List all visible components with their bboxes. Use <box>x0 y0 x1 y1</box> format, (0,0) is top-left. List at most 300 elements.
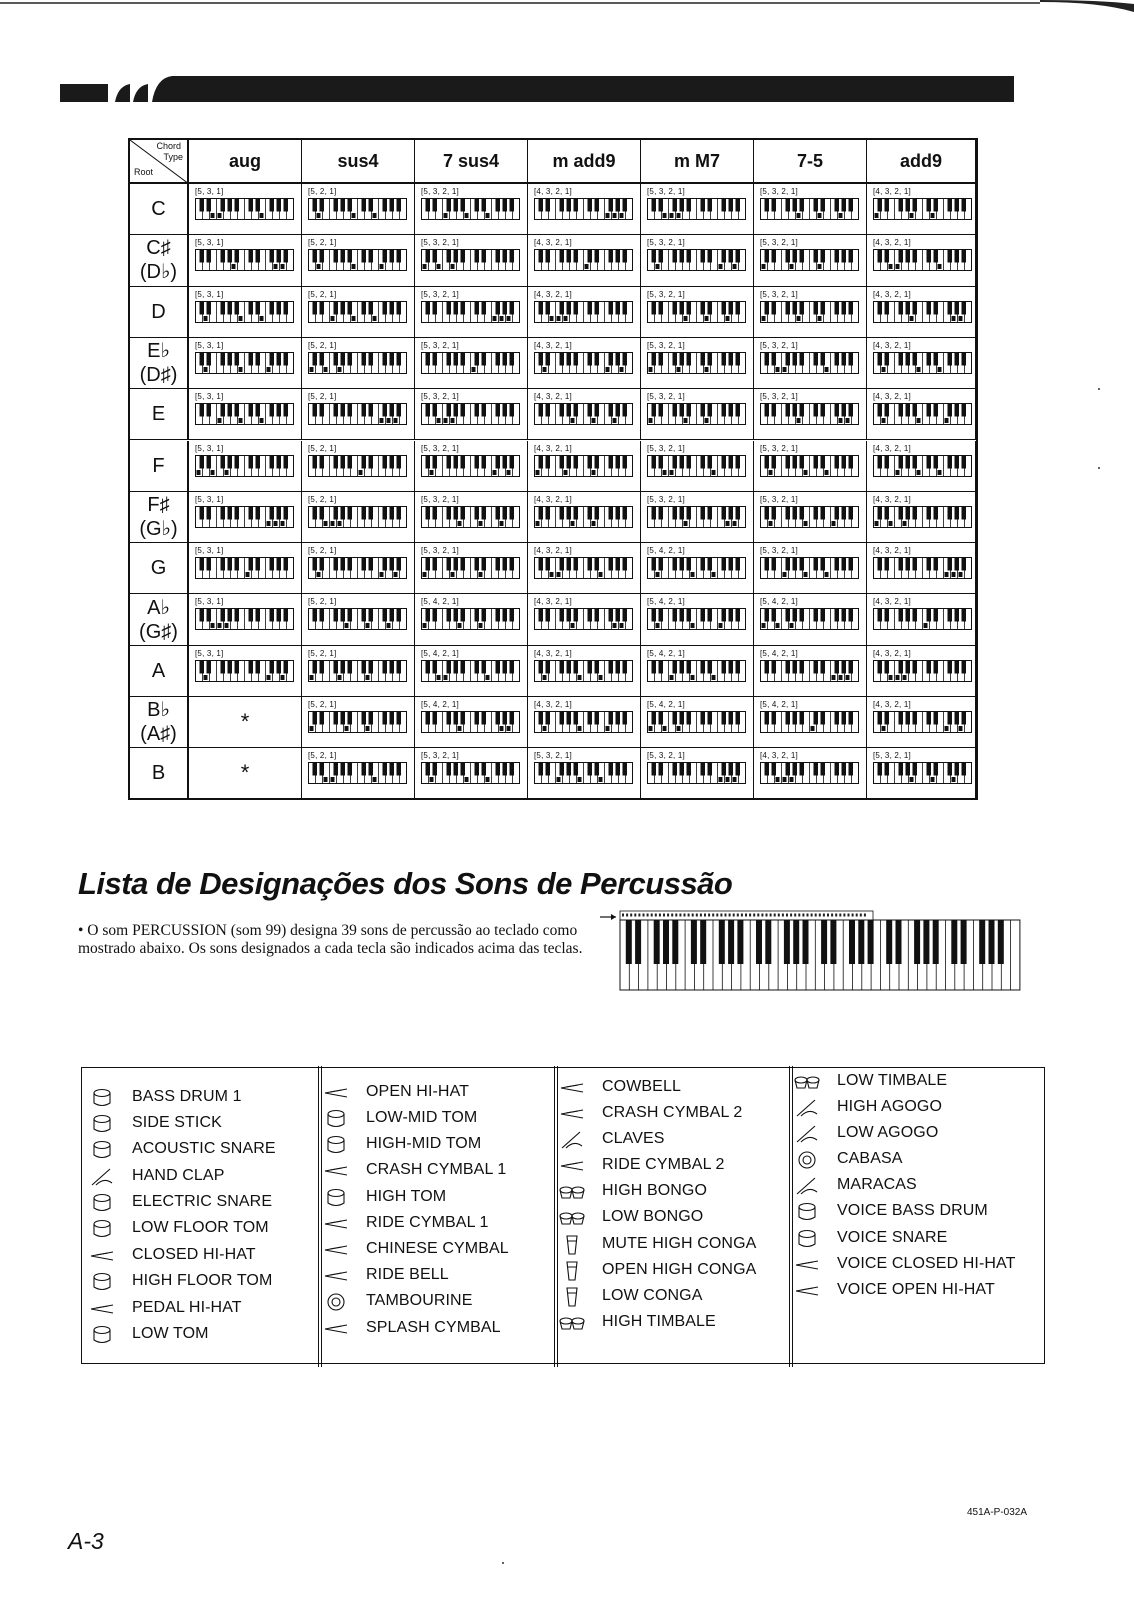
chord-keyboard-diagram <box>195 198 294 225</box>
chord-keyboard-diagram <box>647 660 746 687</box>
percussion-label: CRASH CYMBAL 2 <box>602 1104 743 1121</box>
chord-cell <box>754 748 867 799</box>
fingering-label: [5, 3, 2, 1] <box>647 238 685 248</box>
chord-cell <box>302 697 415 748</box>
percussion-item <box>88 1084 328 1110</box>
chord-keyboard-diagram <box>195 249 294 276</box>
root-note-cell <box>130 594 189 645</box>
chord-keyboard-diagram <box>760 455 859 482</box>
root-note-cell <box>130 748 189 799</box>
chord-cell <box>867 287 976 338</box>
chord-cell <box>867 543 976 594</box>
fingering-label: [5, 3, 2, 1] <box>421 187 459 196</box>
percussion-column <box>793 1068 1019 1363</box>
cowbell-icon <box>558 1076 586 1100</box>
chord-cell <box>302 338 415 389</box>
chord-keyboard-diagram <box>760 198 859 225</box>
chord-keyboard-diagram <box>873 660 972 687</box>
chord-keyboard-diagram <box>421 762 520 789</box>
chord-keyboard-diagram <box>647 455 746 482</box>
chord-cell <box>415 287 528 338</box>
high-timbale-icon <box>558 1311 586 1335</box>
chord-keyboard-diagram <box>421 403 520 430</box>
percussion-label: LOW-MID TOM <box>366 1109 478 1126</box>
fingering-label: [5, 3, 2, 1] <box>421 238 459 248</box>
corner-root-label: Root <box>134 167 154 177</box>
root-note-enharmonic-label: (G♯) <box>139 620 178 643</box>
chord-cell <box>415 697 528 748</box>
chord-keyboard-diagram <box>873 455 972 482</box>
fingering-label: [5, 2, 1] <box>308 700 337 709</box>
chord-cell <box>754 697 867 748</box>
fingering-label: [5, 3, 1] <box>195 392 224 402</box>
fingering-label: [5, 2, 1] <box>308 187 337 196</box>
fingering-label: [5, 3, 2, 1] <box>534 751 572 761</box>
chord-keyboard-diagram <box>421 608 520 635</box>
percussion-item <box>88 1295 328 1321</box>
root-note-cell <box>130 441 189 492</box>
percussion-item <box>88 1163 328 1189</box>
chord-keyboard-diagram <box>195 506 294 533</box>
root-note-enharmonic-label: (D♭) <box>139 261 178 284</box>
high-mid-tom-icon <box>322 1133 350 1157</box>
percussion-item <box>558 1074 798 1100</box>
chord-cell <box>754 441 867 492</box>
voice-snare-icon <box>793 1227 821 1251</box>
percussion-item <box>322 1131 562 1157</box>
chord-cell <box>754 184 867 235</box>
chord-cell <box>189 594 302 645</box>
fingering-label: [5, 3, 2, 1] <box>647 494 685 504</box>
percussion-label: LOW TIMBALE <box>837 1072 948 1089</box>
chord-keyboard-diagram <box>308 455 407 482</box>
fingering-label: [5, 4, 2, 1] <box>760 648 798 658</box>
fingering-label: [5, 3, 1] <box>195 340 224 350</box>
chord-cell <box>302 441 415 492</box>
chord-cell <box>415 389 528 440</box>
chord-cell <box>754 338 867 389</box>
chord-cell <box>641 646 754 697</box>
chord-keyboard-diagram <box>534 403 633 430</box>
chord-cell <box>302 594 415 645</box>
percussion-item <box>558 1309 798 1335</box>
fingering-label: [4, 3, 2, 1] <box>760 751 798 761</box>
chord-keyboard-diagram <box>647 506 746 533</box>
chord-cell <box>415 646 528 697</box>
percussion-label: LOW AGOGO <box>837 1124 939 1141</box>
fingering-label: [5, 3, 1] <box>195 289 224 299</box>
chord-cell <box>302 646 415 697</box>
percussion-item <box>88 1215 328 1241</box>
chord-keyboard-diagram <box>421 352 520 379</box>
fingering-label: [5, 4, 2, 1] <box>421 700 459 709</box>
percussion-item <box>322 1105 562 1131</box>
fingering-label: [5, 3, 2, 1] <box>421 494 459 504</box>
chord-cell <box>754 543 867 594</box>
chord-keyboard-diagram <box>308 301 407 328</box>
high-bongo-icon <box>558 1180 586 1204</box>
chord-keyboard-diagram <box>760 660 859 687</box>
chord-keyboard-diagram <box>760 762 859 789</box>
percussion-item <box>793 1225 1033 1251</box>
chord-cell <box>641 543 754 594</box>
ride-bell-icon <box>322 1264 350 1288</box>
fingering-label: [5, 3, 2, 1] <box>421 751 459 761</box>
ride-cymbal-1-icon <box>322 1212 350 1236</box>
chord-cell <box>641 748 754 799</box>
splash-cymbal-icon <box>322 1317 350 1341</box>
chord-type-header: 7 sus4 <box>415 140 528 184</box>
root-note-label: A <box>151 659 166 682</box>
chord-keyboard-diagram <box>647 198 746 225</box>
chord-cell <box>302 543 415 594</box>
fingering-label: [5, 2, 1] <box>308 340 337 350</box>
fingering-label: [5, 3, 2, 1] <box>421 443 459 453</box>
fingering-label: [5, 2, 1] <box>308 494 337 504</box>
chord-keyboard-diagram <box>195 403 294 430</box>
percussion-label: BASS DRUM 1 <box>132 1088 242 1105</box>
open-high-conga-icon <box>558 1259 586 1283</box>
section-title: Lista de Designações dos Sons de Percussão <box>78 866 733 901</box>
percussion-item <box>793 1198 1033 1224</box>
chord-keyboard-diagram <box>195 557 294 584</box>
chord-cell <box>867 492 976 543</box>
chord-cell <box>415 492 528 543</box>
crash-cymbal-2-icon <box>558 1102 586 1126</box>
percussion-label: CLAVES <box>602 1130 665 1147</box>
percussion-item <box>558 1178 798 1204</box>
chord-keyboard-diagram <box>195 301 294 328</box>
root-note-label: D <box>151 300 166 323</box>
fingering-label: [5, 3, 2, 1] <box>647 443 685 453</box>
percussion-item <box>793 1277 1033 1303</box>
chord-cell <box>867 646 976 697</box>
chord-cell <box>528 594 641 645</box>
chord-cell <box>189 748 302 799</box>
chord-cell <box>415 441 528 492</box>
chord-keyboard-diagram <box>534 711 633 738</box>
root-note-label: A♭ <box>147 596 170 619</box>
maracas-icon <box>793 1174 821 1198</box>
fingering-label: [5, 4, 2, 1] <box>647 546 685 556</box>
fingering-label: [5, 3, 2, 1] <box>760 340 798 350</box>
chord-cell <box>415 543 528 594</box>
chord-keyboard-diagram <box>873 711 972 738</box>
fingering-label: [5, 4, 2, 1] <box>421 648 459 658</box>
chord-keyboard-diagram <box>760 249 859 276</box>
chord-cell <box>641 338 754 389</box>
chord-cell <box>528 492 641 543</box>
fingering-label: [5, 3, 1] <box>195 546 224 556</box>
chord-keyboard-diagram <box>534 455 633 482</box>
not-available-mark: * <box>240 760 250 786</box>
fingering-label: [4, 3, 2, 1] <box>873 238 911 248</box>
percussion-column <box>558 1068 784 1363</box>
chord-cell <box>302 389 415 440</box>
low-tom-icon <box>88 1323 116 1347</box>
chord-keyboard-diagram <box>308 198 407 225</box>
crash-cymbal-1-icon <box>322 1159 350 1183</box>
root-note-enharmonic-label: (D♯) <box>139 364 178 387</box>
chord-cell <box>528 697 641 748</box>
percussion-label: HIGH-MID TOM <box>366 1135 482 1152</box>
percussion-label: COWBELL <box>602 1078 681 1095</box>
chord-keyboard-diagram <box>308 352 407 379</box>
fingering-label: [4, 3, 2, 1] <box>534 289 572 299</box>
root-note-cell <box>130 184 189 235</box>
chord-keyboard-diagram <box>647 711 746 738</box>
root-note-cell <box>130 543 189 594</box>
percussion-label: CABASA <box>837 1150 903 1167</box>
chord-cell <box>641 389 754 440</box>
root-note-cell <box>130 697 189 748</box>
high-tom-icon <box>322 1186 350 1210</box>
percussion-label: HIGH TOM <box>366 1188 447 1205</box>
chord-type-header: 7-5 <box>754 140 867 184</box>
chord-cell <box>754 389 867 440</box>
corner-type-label: Type <box>163 152 183 162</box>
percussion-item <box>558 1152 798 1178</box>
chord-keyboard-diagram <box>873 198 972 225</box>
chord-keyboard-diagram <box>760 711 859 738</box>
percussion-label: MUTE HIGH CONGA <box>602 1235 757 1252</box>
chord-keyboard-diagram <box>647 403 746 430</box>
chord-cell <box>867 389 976 440</box>
chord-keyboard-diagram <box>308 660 407 687</box>
percussion-label: VOICE CLOSED HI-HAT <box>837 1255 1016 1272</box>
fingering-label: [5, 2, 1] <box>308 238 337 248</box>
chord-keyboard-diagram <box>873 403 972 430</box>
fingering-label: [5, 4, 2, 1] <box>760 597 798 607</box>
chord-type-header: aug <box>189 140 302 184</box>
fingering-label: [5, 3, 2, 1] <box>421 392 459 402</box>
fingering-label: [4, 3, 2, 1] <box>534 340 572 350</box>
fingering-label: [5, 3, 2, 1] <box>647 751 685 761</box>
percussion-list <box>81 1067 1045 1364</box>
chord-table <box>128 138 978 800</box>
chord-keyboard-diagram <box>421 711 520 738</box>
fingering-label: [4, 3, 2, 1] <box>534 700 572 709</box>
chord-keyboard-diagram <box>195 608 294 635</box>
chord-cell <box>302 492 415 543</box>
chord-cell <box>189 646 302 697</box>
fingering-label: [4, 3, 2, 1] <box>873 187 911 196</box>
voice-bass-drum-icon <box>793 1200 821 1224</box>
chord-keyboard-diagram <box>308 557 407 584</box>
percussion-label: ELECTRIC SNARE <box>132 1193 273 1210</box>
chord-cell <box>189 184 302 235</box>
percussion-label: LOW FLOOR TOM <box>132 1219 269 1236</box>
scan-speck <box>502 1562 504 1564</box>
root-note-cell <box>130 492 189 543</box>
chord-keyboard-diagram <box>421 557 520 584</box>
chord-keyboard-diagram <box>534 608 633 635</box>
root-note-enharmonic-label: (G♭) <box>139 517 178 540</box>
header-bar <box>60 76 1014 104</box>
percussion-label: RIDE CYMBAL 2 <box>602 1156 725 1173</box>
chord-keyboard-diagram <box>760 301 859 328</box>
percussion-item <box>88 1268 328 1294</box>
root-note-cell <box>130 389 189 440</box>
chord-keyboard-diagram <box>421 198 520 225</box>
chord-cell <box>528 646 641 697</box>
high-floor-tom-icon <box>88 1270 116 1294</box>
root-note-label: B♭ <box>147 699 170 722</box>
fingering-label: [4, 3, 2, 1] <box>873 289 911 299</box>
percussion-item <box>88 1189 328 1215</box>
percussion-label: HAND CLAP <box>132 1167 225 1184</box>
fingering-label: [5, 3, 2, 1] <box>421 546 459 556</box>
percussion-item <box>322 1079 562 1105</box>
percussion-label: CRASH CYMBAL 1 <box>366 1161 507 1178</box>
chinese-cymbal-icon <box>322 1238 350 1262</box>
chord-keyboard-diagram <box>647 249 746 276</box>
fingering-label: [4, 3, 2, 1] <box>534 648 572 658</box>
table-corner-header <box>130 140 189 184</box>
closed-hi-hat-icon <box>88 1244 116 1268</box>
fingering-label: [5, 3, 1] <box>195 187 224 196</box>
bass-drum-icon <box>88 1086 116 1110</box>
side-stick-icon <box>88 1112 116 1136</box>
fingering-label: [5, 4, 2, 1] <box>647 700 685 709</box>
percussion-label: PEDAL HI-HAT <box>132 1299 242 1316</box>
chord-cell <box>189 697 302 748</box>
root-note-label: E♭ <box>147 340 170 363</box>
chord-cell <box>641 492 754 543</box>
root-note-cell <box>130 235 189 286</box>
percussion-label: HIGH FLOOR TOM <box>132 1272 273 1289</box>
chord-keyboard-diagram <box>647 352 746 379</box>
chord-keyboard-diagram <box>308 403 407 430</box>
fingering-label: [5, 3, 1] <box>195 648 224 658</box>
chord-cell <box>641 287 754 338</box>
percussion-item <box>793 1146 1033 1172</box>
chord-keyboard-diagram <box>534 198 633 225</box>
chord-keyboard-diagram <box>308 249 407 276</box>
chord-keyboard-diagram <box>421 249 520 276</box>
percussion-item <box>322 1236 562 1262</box>
chord-cell <box>415 594 528 645</box>
acoustic-snare-icon <box>88 1138 116 1162</box>
fingering-label: [5, 3, 2, 1] <box>760 187 798 196</box>
fingering-label: [5, 4, 2, 1] <box>647 597 685 607</box>
root-note-label: B <box>151 762 166 785</box>
percussion-label: SPLASH CYMBAL <box>366 1319 501 1336</box>
chord-cell <box>528 287 641 338</box>
fingering-label: [5, 2, 1] <box>308 751 337 761</box>
chord-cell <box>754 492 867 543</box>
chord-keyboard-diagram <box>873 352 972 379</box>
chord-keyboard-diagram <box>308 711 407 738</box>
chord-keyboard-diagram <box>534 249 633 276</box>
fingering-label: [5, 2, 1] <box>308 546 337 556</box>
fingering-label: [4, 3, 2, 1] <box>873 340 911 350</box>
percussion-label: VOICE SNARE <box>837 1229 948 1246</box>
claves-icon <box>558 1128 586 1152</box>
voice-open-hi-hat-icon <box>793 1279 821 1303</box>
chord-cell <box>189 235 302 286</box>
hand-clap-icon <box>88 1165 116 1189</box>
percussion-item <box>558 1204 798 1230</box>
fingering-label: [4, 3, 2, 1] <box>534 546 572 556</box>
chord-type-header: add9 <box>867 140 976 184</box>
chord-cell <box>867 594 976 645</box>
low-conga-icon <box>558 1285 586 1309</box>
fingering-label: [4, 3, 2, 1] <box>534 597 572 607</box>
chord-keyboard-diagram <box>760 506 859 533</box>
percussion-label: HIGH BONGO <box>602 1182 708 1199</box>
percussion-label: CHINESE CYMBAL <box>366 1240 509 1257</box>
section-description: • O som PERCUSSION (som 99) designa 39 sons de percussão ao teclado como mostrado abaixo. Os sons designados a cada tecla são indicados acima das teclas. <box>78 922 583 957</box>
root-note-label: C♯ <box>146 237 171 260</box>
chord-cell <box>754 594 867 645</box>
percussion-label: TAMBOURINE <box>366 1292 473 1309</box>
percussion-label: OPEN HI-HAT <box>366 1083 470 1100</box>
chord-keyboard-diagram <box>195 660 294 687</box>
chord-keyboard-diagram <box>421 301 520 328</box>
chord-cell <box>415 748 528 799</box>
fingering-label: [5, 3, 1] <box>195 494 224 504</box>
chord-cell <box>302 748 415 799</box>
fingering-label: [4, 3, 2, 1] <box>534 494 572 504</box>
fingering-label: [4, 3, 2, 1] <box>873 443 911 453</box>
percussion-keyboard-illustration <box>600 910 1040 1002</box>
voice-closed-hi-hat-icon <box>793 1253 821 1277</box>
percussion-label: HIGH TIMBALE <box>602 1313 716 1330</box>
chord-cell <box>641 441 754 492</box>
fingering-label: [4, 3, 2, 1] <box>873 597 911 607</box>
open-hi-hat-icon <box>322 1081 350 1105</box>
chord-cell <box>302 287 415 338</box>
fingering-label: [4, 3, 2, 1] <box>534 392 572 402</box>
page-top-edge <box>0 0 1134 14</box>
chord-keyboard-diagram <box>534 301 633 328</box>
chord-keyboard-diagram <box>873 557 972 584</box>
chord-cell <box>867 697 976 748</box>
percussion-label: VOICE OPEN HI-HAT <box>837 1281 995 1298</box>
chord-cell <box>189 543 302 594</box>
percussion-label: OPEN HIGH CONGA <box>602 1261 757 1278</box>
chord-keyboard-diagram <box>760 352 859 379</box>
fingering-label: [4, 3, 2, 1] <box>873 648 911 658</box>
root-note-label: G <box>150 557 167 580</box>
high-agogo-icon <box>793 1096 821 1120</box>
percussion-label: LOW CONGA <box>602 1287 703 1304</box>
fingering-label: [5, 3, 2, 1] <box>760 494 798 504</box>
percussion-label: LOW TOM <box>132 1325 209 1342</box>
chord-cell <box>189 338 302 389</box>
percussion-item <box>88 1136 328 1162</box>
percussion-item <box>558 1100 798 1126</box>
fingering-label: [5, 4, 2, 1] <box>647 648 685 658</box>
chord-keyboard-diagram <box>534 506 633 533</box>
percussion-item <box>558 1257 798 1283</box>
chord-keyboard-diagram <box>873 762 972 789</box>
percussion-item <box>322 1184 562 1210</box>
percussion-label: HIGH AGOGO <box>837 1098 943 1115</box>
chord-keyboard-diagram <box>760 608 859 635</box>
chord-keyboard-diagram <box>534 762 633 789</box>
chord-cell <box>641 235 754 286</box>
fingering-label: [4, 3, 2, 1] <box>534 238 572 248</box>
root-note-enharmonic-label: (A♯) <box>140 723 177 746</box>
fingering-label: [5, 3, 2, 1] <box>647 340 685 350</box>
root-note-label: E <box>151 403 166 426</box>
mute-high-conga-icon <box>558 1233 586 1257</box>
root-note-label: C <box>151 198 166 221</box>
percussion-item <box>558 1231 798 1257</box>
root-note-cell <box>130 338 189 389</box>
